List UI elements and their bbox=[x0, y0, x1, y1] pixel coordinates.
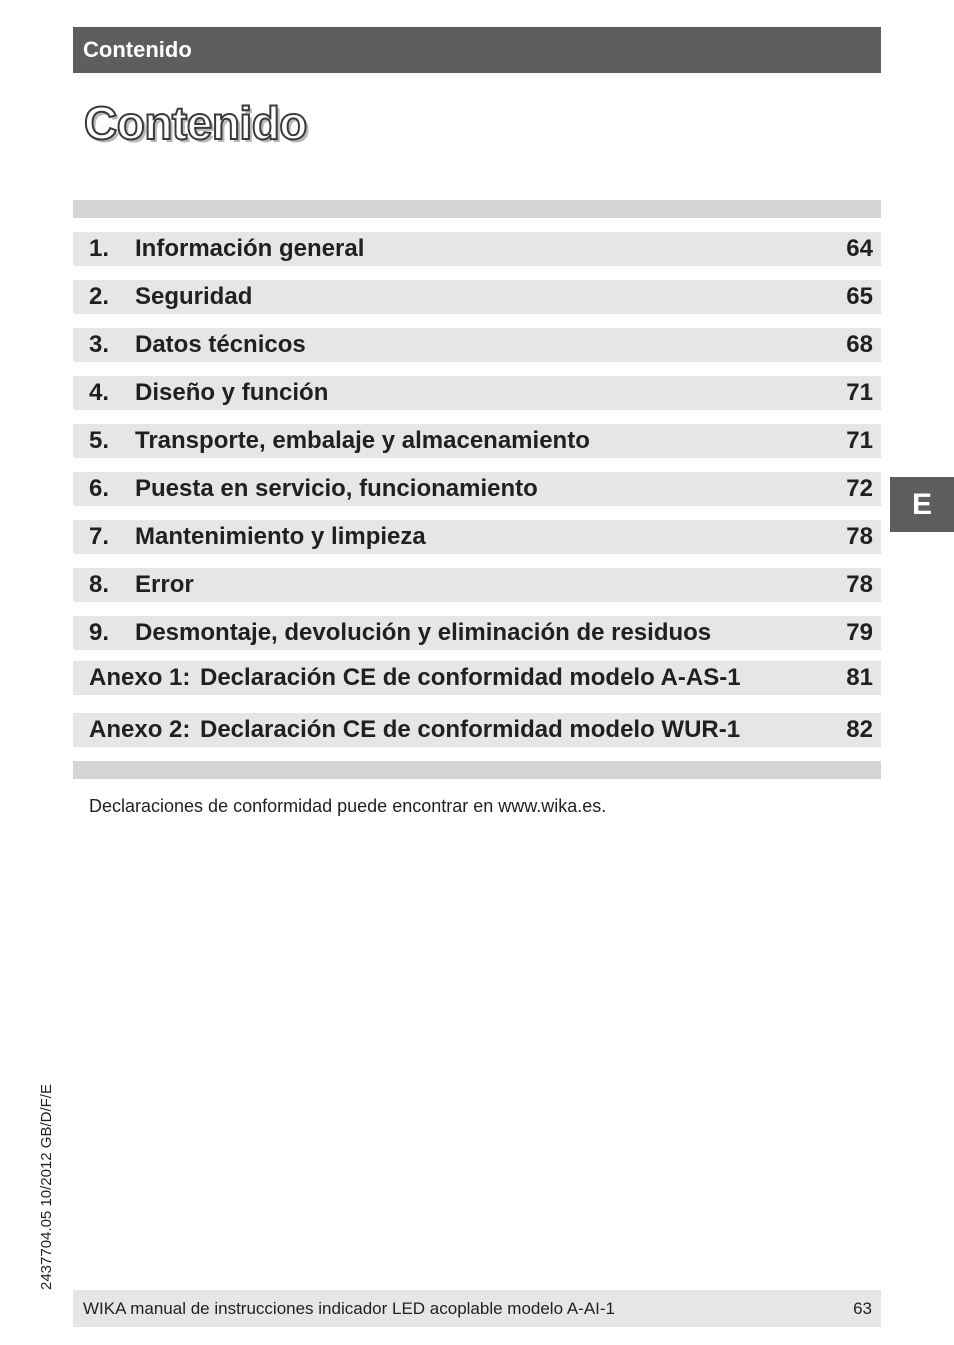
toc-annex-item[interactable] bbox=[73, 713, 881, 747]
toc-item-label: Puesta en servicio, funcionamiento bbox=[135, 475, 538, 502]
annex-page: 82 bbox=[846, 716, 873, 743]
toc-item[interactable] bbox=[73, 280, 881, 314]
toc-item-page: 64 bbox=[846, 235, 873, 262]
toc-item-page: 68 bbox=[846, 331, 873, 358]
document-code: 2437704.05 10/2012 GB/D/F/E bbox=[38, 1084, 55, 1290]
divider-top bbox=[73, 200, 881, 218]
toc-item[interactable] bbox=[73, 424, 881, 458]
toc-item-number: 8. bbox=[89, 571, 110, 598]
toc-item[interactable] bbox=[73, 568, 881, 602]
toc-item-number: 9. bbox=[89, 619, 110, 646]
toc-item-page: 78 bbox=[846, 523, 873, 550]
divider-bottom bbox=[73, 761, 881, 779]
page-footer bbox=[73, 1290, 881, 1327]
annex-label: Anexo 1: bbox=[89, 664, 191, 691]
toc-item[interactable] bbox=[73, 376, 881, 410]
table-of-contents bbox=[73, 232, 881, 664]
toc-item-number: 2. bbox=[89, 283, 110, 310]
toc-item[interactable] bbox=[73, 520, 881, 554]
toc-item-page: 79 bbox=[846, 619, 873, 646]
language-tab: E bbox=[890, 477, 954, 532]
toc-item-page: 65 bbox=[846, 283, 873, 310]
footer-text: WIKA manual de instrucciones indicador LED acoplable modelo A-AI-1 bbox=[83, 1298, 616, 1318]
annex-page: 81 bbox=[846, 664, 873, 691]
toc-item-page: 71 bbox=[846, 379, 873, 406]
toc-item-label: Mantenimiento y limpieza bbox=[135, 523, 426, 550]
toc-item-page: 78 bbox=[846, 571, 873, 598]
toc-item[interactable] bbox=[73, 232, 881, 266]
toc-item-label: Transporte, embalaje y almacenamiento bbox=[135, 427, 590, 454]
toc-item-page: 72 bbox=[846, 475, 873, 502]
toc-annex-item[interactable] bbox=[73, 661, 881, 695]
toc-item-number: 4. bbox=[89, 379, 110, 406]
toc-item-label: Diseño y función bbox=[135, 379, 329, 406]
toc-item-number: 3. bbox=[89, 331, 110, 358]
toc-item-number: 1. bbox=[89, 235, 110, 262]
toc-item-label: Desmontaje, devolución y eliminación de residuos bbox=[135, 619, 712, 646]
annex-title: Declaración CE de conformidad modelo A-AS-1 bbox=[200, 664, 741, 691]
page-number: 63 bbox=[853, 1298, 872, 1318]
toc-item-number: 5. bbox=[89, 427, 110, 454]
toc-item[interactable] bbox=[73, 616, 881, 650]
toc-item-label: Información general bbox=[135, 235, 365, 262]
annex-label: Anexo 2: bbox=[89, 716, 191, 743]
conformity-note: Declaraciones de conformidad puede encontrar en www.wika.es. bbox=[89, 796, 607, 816]
section-header-bar bbox=[73, 27, 881, 73]
toc-item-label: Error bbox=[135, 571, 194, 598]
toc-item[interactable] bbox=[73, 328, 881, 362]
toc-item-label: Seguridad bbox=[135, 283, 253, 310]
toc-item-label: Datos técnicos bbox=[135, 331, 306, 358]
toc-item[interactable] bbox=[73, 472, 881, 506]
section-header-title: Contenido bbox=[83, 37, 192, 62]
toc-item-number: 7. bbox=[89, 523, 110, 550]
toc-item-page: 71 bbox=[846, 427, 873, 454]
annex-title: Declaración CE de conformidad modelo WUR-1 bbox=[200, 716, 741, 743]
toc-item-number: 6. bbox=[89, 475, 110, 502]
page-title: Contenido bbox=[84, 97, 307, 149]
